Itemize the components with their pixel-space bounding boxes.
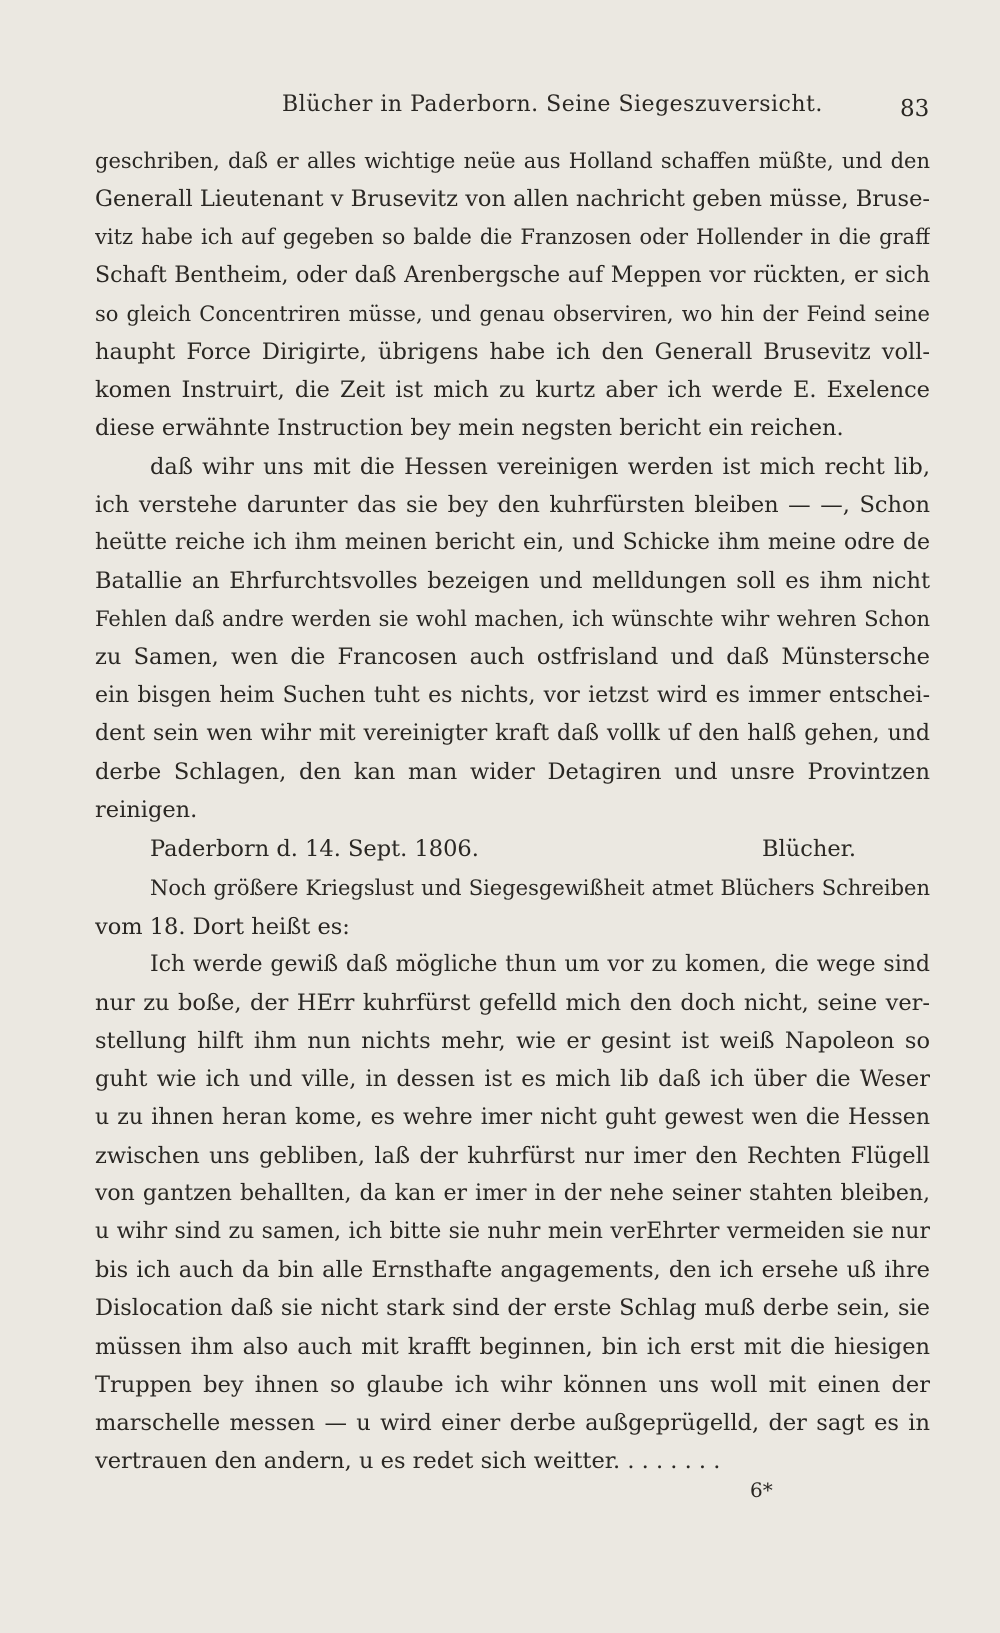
text-line: Dislocation daß sie nicht stark sind der erste Schlag muß derbe sein, sie (95, 1295, 930, 1322)
signature-place-date: Paderborn d. 14. Sept. 1806. (150, 836, 479, 863)
paragraph (95, 448, 930, 830)
text-line: nur zu boße, der HErr kuhrfürst gefelld mich den doch nicht, seine ver- (95, 989, 930, 1016)
text-line: Noch größere Kriegslust und Siegesgewißheit atmet Blüchers Schreiben (150, 876, 930, 901)
text-line: reinigen. (95, 797, 198, 824)
paragraph (95, 142, 930, 448)
text-line: vom 18. Dort heißt es: (95, 913, 350, 940)
text-line: bis ich auch da bin alle Ernsthafte angagements, den ich ersehe uß ihre (95, 1257, 930, 1284)
running-title: Blücher in Paderborn. Seine Siegeszuversicht. (282, 92, 823, 117)
text-line: derbe Schlagen, den kan man wider Detagiren und unsre Provintzen (95, 759, 930, 785)
printer-signature-mark: 6* (750, 1478, 773, 1502)
letter-signature (95, 829, 930, 869)
text-line: Ich werde gewiß daß mögliche thun um vor zu komen, die wege sind (150, 951, 930, 977)
text-line: diese erwähnte Instruction bey mein negsten bericht ein reichen. (95, 415, 844, 442)
text-line: geschriben, daß er alles wichtige neüe aus Holland schaffen müßte, und den (95, 149, 930, 173)
text-line: ein bisgen heim Suchen tuht es nichts, vor ietzst wird es immer entschei- (95, 682, 930, 708)
text-line: vitz habe ich auf gegeben so balde die Franzosen oder Hollender in die graff (95, 225, 930, 250)
text-line: haupht Force Dirigirte, übrigens habe ich den Generall Brusevitz voll- (95, 338, 930, 365)
text-line: so gleich Concentriren müsse, und genau observiren, wo hin der Feind seine (95, 301, 930, 326)
text-line: von gantzen behallten, da kan er imer in der nehe seiner stahten bleiben, (95, 1180, 930, 1206)
text-line: u zu ihnen heran kome, es wehre imer nicht guht gewest wen die Hessen (95, 1104, 930, 1130)
signature-name: Blücher. (762, 836, 857, 863)
page-number: 83 (900, 96, 930, 122)
text-line: Batallie an Ehrfurchtsvolles bezeigen und melldungen soll es ihm nicht (95, 568, 930, 595)
text-line: zu Samen, wen die Francosen auch ostfrisland und daß Münstersche (95, 644, 930, 671)
text-line: Truppen bey ihnen so glaube ich wihr können uns woll mit einen der (95, 1371, 930, 1398)
text-line: guht wie ich und ville, in dessen ist es mich lib daß ich über die Weser (95, 1066, 930, 1093)
running-head (0, 92, 1000, 122)
text-line: vertrauen den andern, u es redet sich weitter. . . . . . . . (95, 1448, 721, 1475)
text-line: Fehlen daß andre werden sie wohl machen, ich wünschte wihr wehren Schon (95, 607, 930, 632)
body-text (95, 142, 930, 1480)
text-line: Schaft Bentheim, oder daß Arenbergsche auf Meppen vor rückten, er sich (95, 262, 930, 288)
text-line: Generall Lieutenant v Brusevitz von allen nachricht geben müsse, Bruse- (95, 186, 930, 213)
text-line: zwischen uns gebliben, laß der kuhrfürst nur imer den Rechten Flügell (95, 1142, 930, 1169)
text-line: stellung hilft ihm nun nichts mehr, wie er gesint ist weiß Napoleon so (95, 1028, 930, 1055)
text-line: müssen ihm also auch mit krafft beginnen, bin ich erst mit die hiesigen (95, 1333, 930, 1360)
text-line: marschelle messen — u wird einer derbe außgeprügelld, der sagt es in (95, 1410, 930, 1436)
text-line: daß wihr uns mit die Hessen vereinigen werden ist mich recht lib, (150, 453, 930, 480)
text-line: heütte reiche ich ihm meinen bericht ein, und Schicke ihm meine odre de (95, 529, 930, 555)
paragraph (95, 946, 930, 1481)
text-line: komen Instruirt, die Zeit ist mich zu kurtz aber ich werde E. Exelence (95, 377, 930, 404)
paragraph (95, 869, 930, 945)
text-line: ich verstehe darunter das sie bey den kuhrfürsten bleiben — —, Schon (95, 491, 930, 518)
text-line: u wihr sind zu samen, ich bitte sie nuhr mein verEhrter vermeiden sie nur (95, 1219, 930, 1245)
text-line: dent sein wen wihr mit vereinigter kraft daß vollk uf den halß gehen, und (95, 720, 930, 746)
